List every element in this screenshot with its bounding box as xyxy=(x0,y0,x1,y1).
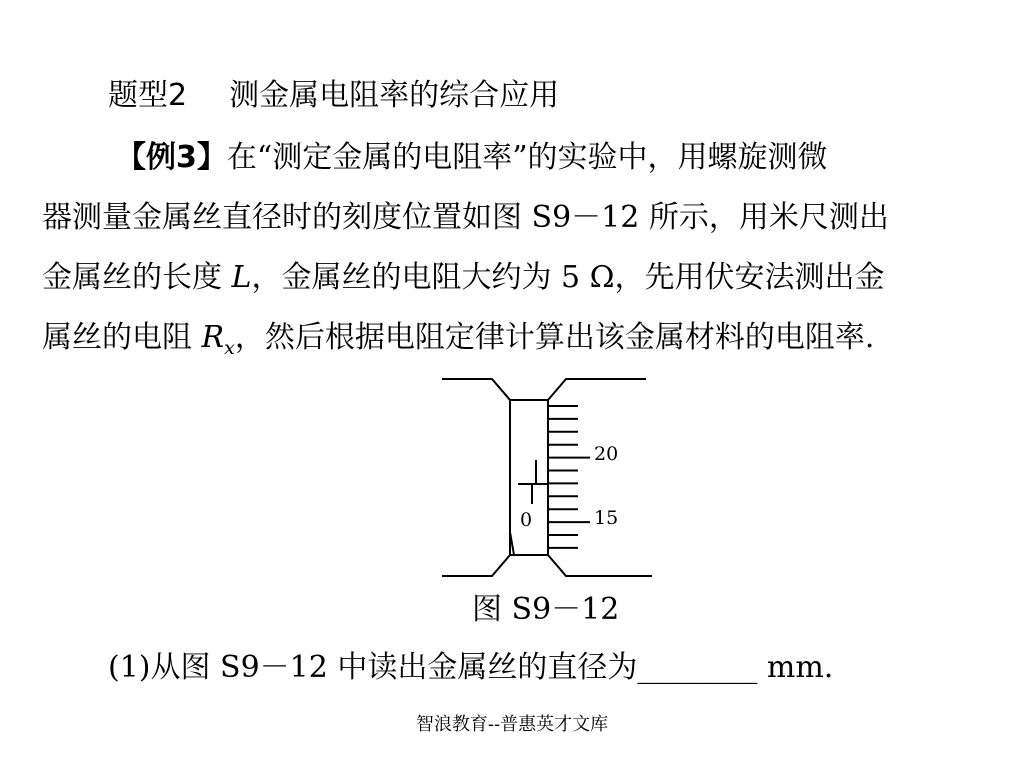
example-paragraph xyxy=(42,128,1002,368)
question-1: (1)从图 S9－12 中读出金属丝的直径为________ mm. xyxy=(108,650,834,685)
problem-type-label: 题型2 xyxy=(108,78,188,113)
example-line-2: 器测量金属丝直径时的刻度位置如图 S9－12 所示，用米尺测出 xyxy=(42,200,889,235)
example-tag: 【例3】 xyxy=(116,140,227,175)
footer-text: 智浪教育--普惠英才文库 xyxy=(415,714,609,735)
problem-type-heading xyxy=(108,76,559,116)
example-line-3-b: ，金属丝的电阻大约为 5 Ω，先用伏安法测出金 xyxy=(251,260,885,295)
problem-type-topic: 测金属电阻率的综合应用 xyxy=(229,78,560,113)
figure-caption: 图 S9－12 xyxy=(472,592,620,627)
example-line-4-a: 属丝的电阻 xyxy=(42,320,202,355)
resistance-subscript: x xyxy=(224,337,235,359)
micrometer-figure xyxy=(440,372,660,584)
example-line-1-text: 在“测定金属的电阻率”的实验中，用螺旋测微 xyxy=(226,140,828,175)
example-line-4-b: ，然后根据电阻定律计算出该金属材料的电阻率. xyxy=(234,320,875,355)
thimble-label-15: 15 xyxy=(594,507,619,529)
thimble-label-20: 20 xyxy=(594,443,619,465)
frame-top-right xyxy=(548,379,646,400)
example-line-4 xyxy=(42,308,1002,368)
example-line-3 xyxy=(42,248,1002,308)
main-scale-label: 0 xyxy=(519,509,533,531)
example-line-3-a: 金属丝的长度 xyxy=(42,260,232,295)
frame-bottom-left xyxy=(442,555,510,576)
example-line-1 xyxy=(42,128,1002,188)
frame-top-left xyxy=(442,379,510,400)
frame-bottom-right xyxy=(548,555,652,576)
resistance-variable: R xyxy=(201,320,225,355)
length-variable: L xyxy=(231,260,252,295)
